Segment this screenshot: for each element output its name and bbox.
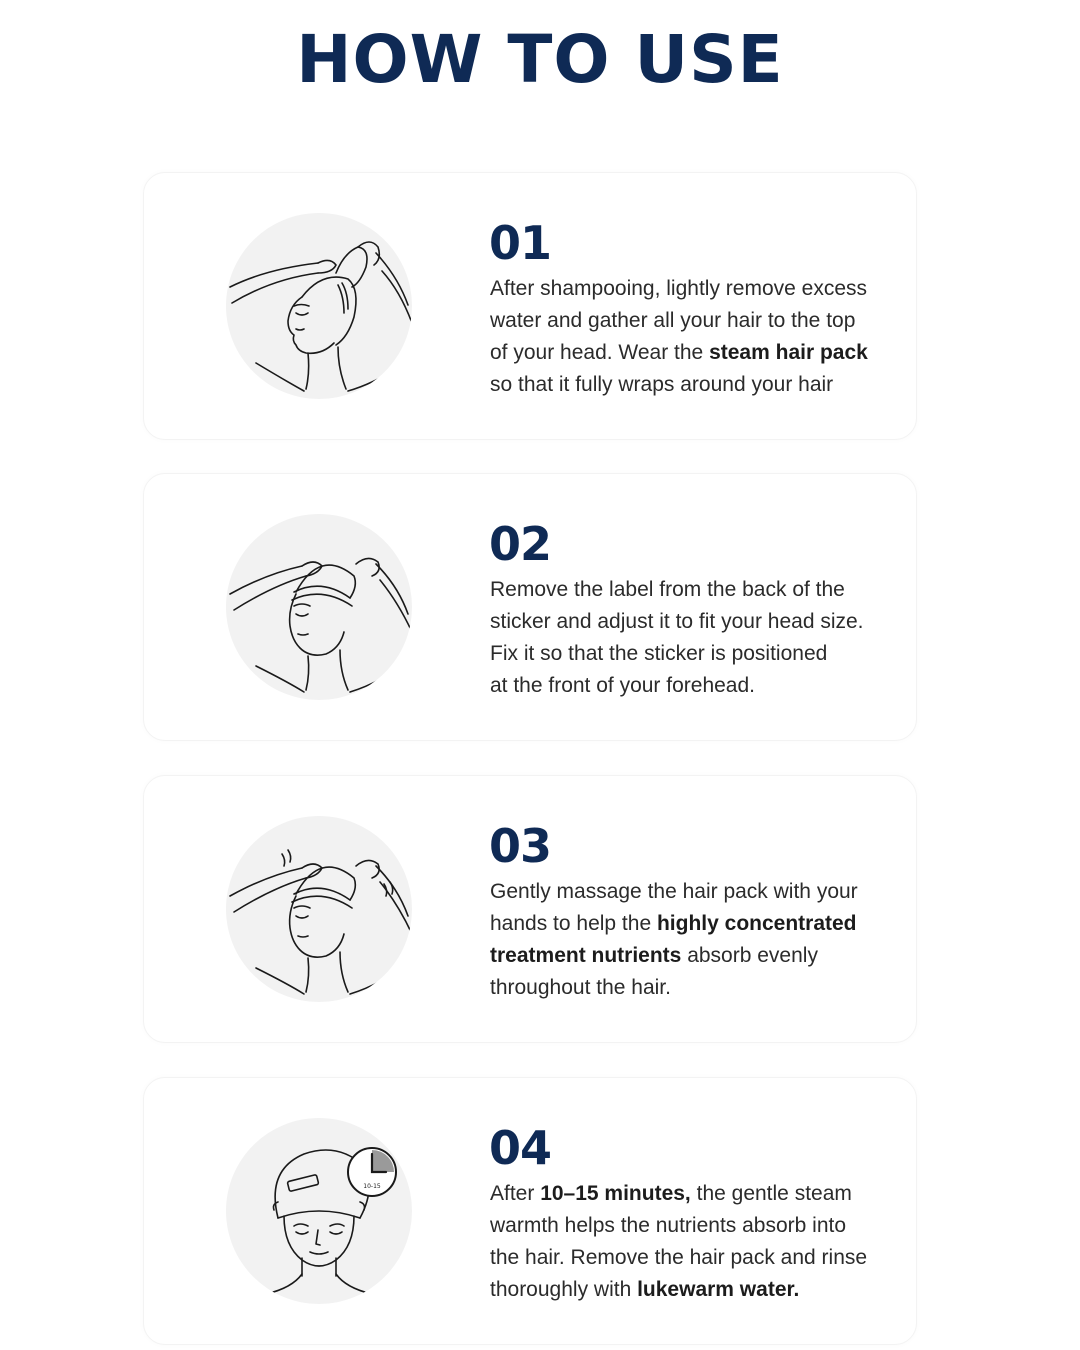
- body-text: at the front of your forehead.: [490, 674, 756, 697]
- body-text: throughout the hair.: [490, 976, 671, 999]
- body-text: absorb evenly: [681, 944, 818, 967]
- emphasis-text: lukewarm water.: [637, 1278, 800, 1301]
- step-description: [490, 1178, 900, 1306]
- woman-gathering-hair-icon: [226, 213, 412, 399]
- woman-adjusting-cap-icon: [226, 514, 412, 700]
- step-text-line: [490, 574, 900, 606]
- body-text: water and gather all your hair to the top: [490, 309, 856, 332]
- step-description: [490, 876, 900, 1004]
- step-text-line: [490, 940, 900, 972]
- body-text: warmth helps the nutrients absorb into: [490, 1214, 847, 1237]
- step-text-line: [490, 1210, 900, 1242]
- body-text: so that it fully wraps around your hair: [490, 373, 834, 396]
- step-text-line: [490, 337, 900, 369]
- step-text-line: [490, 1242, 900, 1274]
- step-description: [490, 273, 900, 401]
- emphasis-text: highly concentrated: [656, 912, 857, 935]
- emphasis-text: treatment nutrients: [490, 944, 682, 967]
- step-text-line: [490, 1178, 900, 1210]
- step-text-line: [490, 1274, 900, 1306]
- body-text: the gentle steam: [690, 1182, 852, 1205]
- step-number: 01: [489, 216, 552, 270]
- emphasis-text: 10–15 minutes,: [540, 1182, 691, 1205]
- body-text: Gently massage the hair pack with your: [490, 880, 858, 903]
- step-text-line: [490, 876, 900, 908]
- step-text-line: [490, 908, 900, 940]
- emphasis-text: steam hair pack: [709, 341, 868, 364]
- step-card-04: [143, 1077, 917, 1345]
- step-number: 02: [489, 517, 552, 571]
- body-text: Remove the label from the back of the: [490, 578, 845, 601]
- step-text-line: [490, 638, 900, 670]
- step-text-line: [490, 369, 900, 401]
- step-card-03: [143, 775, 917, 1043]
- step-number: 03: [489, 819, 552, 873]
- step-description: [490, 574, 900, 702]
- body-text: the hair. Remove the hair pack and rinse: [490, 1246, 868, 1269]
- body-text: After: [490, 1182, 541, 1205]
- body-text: of your head. Wear the: [490, 341, 710, 364]
- body-text: thoroughly with: [490, 1278, 638, 1301]
- step-card-02: [143, 473, 917, 741]
- body-text: Fix it so that the sticker is positioned: [490, 642, 828, 665]
- step-text-line: [490, 670, 900, 702]
- woman-massaging-cap-icon: [226, 816, 412, 1002]
- page-title: HOW TO USE: [296, 21, 784, 98]
- body-text: hands to help the: [490, 912, 657, 935]
- step-text-line: [490, 273, 900, 305]
- body-text: After shampooing, lightly remove excess: [490, 277, 868, 300]
- step-text-line: [490, 606, 900, 638]
- step-text-line: [490, 305, 900, 337]
- step-number: 04: [489, 1121, 552, 1175]
- body-text: sticker and adjust it to fit your head size.: [490, 610, 864, 633]
- woman-wearing-cap-with-timer-icon: [226, 1118, 412, 1304]
- timer-label: 10-15: [363, 1183, 381, 1190]
- step-text-line: [490, 972, 900, 1004]
- step-card-01: [143, 172, 917, 440]
